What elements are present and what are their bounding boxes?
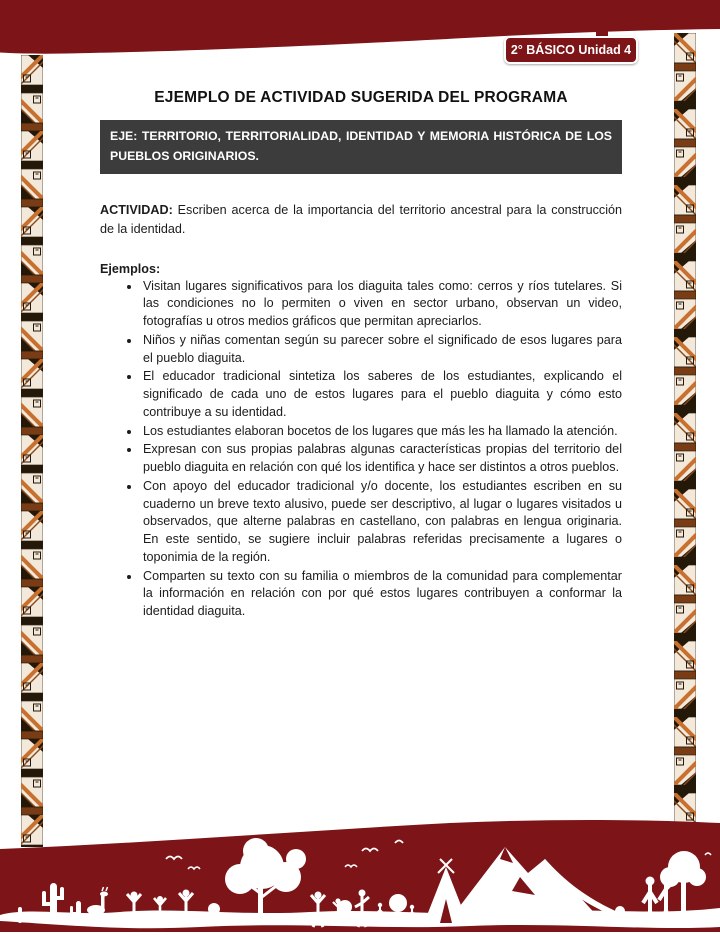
list-item: • Expresan con sus propias palabras algunas características propias del territorio del pueblo diaguita en relación con qué los identifica y hace ser distintos a otros pueblos. [141, 441, 622, 477]
ejemplos-heading: Ejemplos: [100, 261, 161, 276]
eje-banner: EJE: TERRITORIO, TERRITORIALIDAD, IDENTIDAD Y MEMORIA HISTÓRICA DE LOS PUEBLOS ORIGINARIOS. [100, 120, 622, 174]
list-item: • Los estudiantes elaboran bocetos de los lugares que más les ha llamado la atención. [141, 423, 622, 441]
list-item: • Con apoyo del educador tradicional y/o docente, los estudiantes escriben en su cuaderno un breve texto alusivo, puede ser descriptivo, al lugar o lugares visitados u observados, que alterne palabras en castellano, con palabras en lengua originaria. En este sentido, se sugiere incluir palabras referidas precisamente a lugares o toponimia de la región. [141, 478, 622, 567]
actividad-paragraph [100, 201, 622, 239]
right-border-pattern-icon [674, 33, 696, 829]
actividad-text: Escriben acerca de la importancia del territorio ancestral para la construcción de la identidad. [100, 202, 622, 236]
unit-badge: 2° BÁSICO Unidad 4 [504, 36, 638, 64]
footer-illustration [0, 815, 720, 932]
list-item: • Comparten su texto con su familia o miembros de la comunidad para complementar la información en relación con por qué estos lugares contribuyen a conformar la identidad diaguita. [141, 568, 622, 621]
list-item: • Visitan lugares significativos para los diaguita tales como: cerros y ríos tutelares. Si las condiciones no lo permiten o viven en sector urbano, observan un video, fotografías u otros medios gráficos que permitan apreciarlos. [141, 278, 622, 331]
left-border-pattern-icon [21, 55, 43, 847]
list-item: • Niños y niñas comentan según su parecer sobre el significado de esos lugares para el pueblo diaguita. [141, 332, 622, 368]
list-item: • El educador tradicional sintetiza los saberes de los estudiantes, explicando el significado de cada uno de estos lugares para el pueblo diaguita y cómo esto contribuye a su identidad. [141, 368, 622, 421]
ejemplos-list [100, 278, 622, 621]
document-content [100, 0, 622, 622]
actividad-label: ACTIVIDAD: [100, 202, 173, 217]
landscape-silhouettes-icon [0, 815, 720, 932]
page-title: EJEMPLO DE ACTIVIDAD SUGERIDA DEL PROGRAMA [154, 89, 568, 106]
